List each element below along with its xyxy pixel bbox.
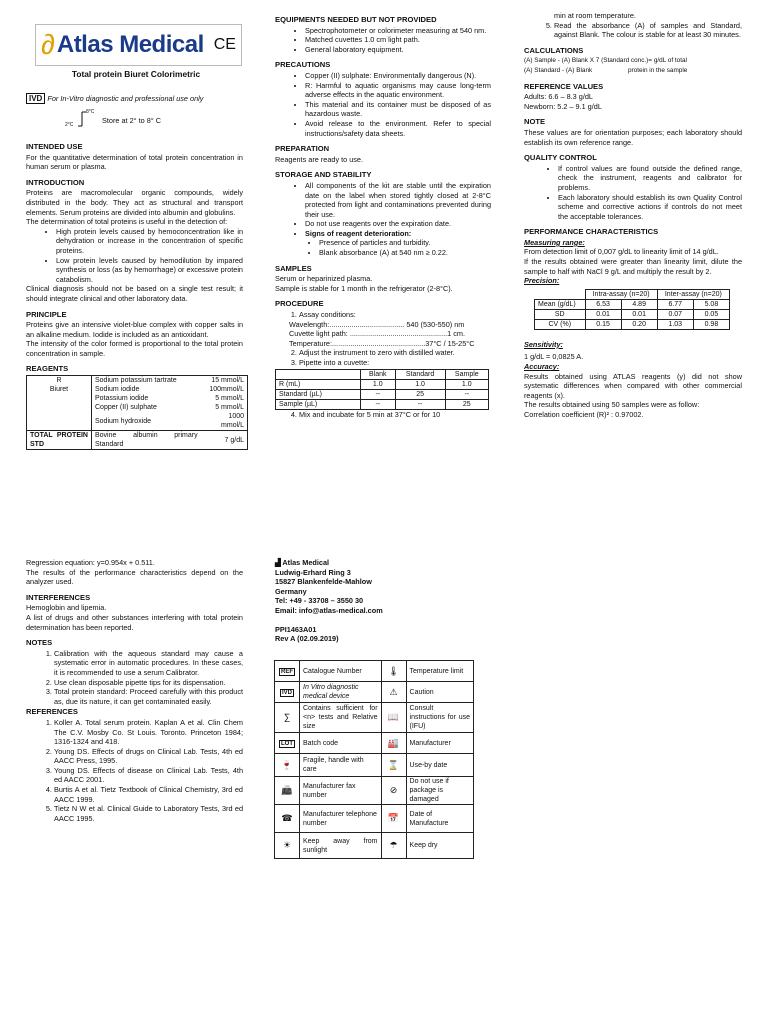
table-cell: -- (445, 389, 488, 399)
symbol-label: Caution (406, 682, 473, 703)
reagent-name: Copper (II) sulphate (95, 404, 157, 412)
symbol-label: Keep dry (406, 833, 473, 859)
table-header-cell: Blank (361, 369, 396, 379)
email: Email: info@atlas-medical.com (275, 605, 383, 615)
pipette-table (275, 369, 489, 410)
symbol-label: Keep away from sunlight (300, 833, 382, 859)
reference-adults: Adults: 6.6 – 8.3 g/dL (524, 92, 593, 102)
list-item: • Avoid release to the environment. Refer to special instructions/safety data sheets. (305, 119, 491, 138)
accuracy-heading: Accuracy: (524, 362, 560, 372)
accuracy-text: Results obtained using ATLAS reagents (y) did not show systematic differences when compared with other commercial reagents (x). (524, 371, 742, 400)
procedure-step: 3. Pipette into a cuvette: (299, 358, 491, 368)
table-cell: 1.0 (361, 379, 396, 389)
list-item: 4. Burtis A et al. Tietz Textbook of Clinical Chemistry, 3rd ed AACC 1999. (54, 785, 243, 804)
procedure-step (289, 310, 491, 348)
reagent-conc: 5 mmol/L (201, 394, 248, 403)
document-code: PPI1463A01 (275, 624, 317, 634)
atlas-medical-logo (35, 24, 242, 66)
reagent-conc: 15 mmol/L (201, 376, 248, 386)
table-cell: -- (395, 399, 445, 409)
table-row (27, 431, 248, 450)
ivd-badge: IVD (26, 93, 45, 104)
table-header-cell (276, 369, 361, 379)
reagent-name: Sodium iodide (95, 386, 140, 394)
list-item: • Presence of particles and turbidity. (319, 238, 491, 248)
calculations-heading: CALCULATIONS (524, 45, 584, 55)
procedure-list (275, 310, 491, 368)
list-item: • High protein levels caused by hemoconcentration like in dehydration or increase in the concentration of specific proteins. (56, 227, 243, 256)
manufacturer-icon: 🏭 (381, 733, 406, 754)
temp-low: 2°C (65, 122, 74, 128)
table-cell: 1.03 (657, 319, 693, 329)
storage-temp-block (62, 108, 262, 130)
company-name: ▟ Atlas Medical (275, 558, 330, 567)
column-4 (26, 558, 243, 823)
list-item: 2. Use clean disposable pipette tips for its dispensation. (54, 678, 243, 688)
condition-cuvette: Cuvette light path: ................................................1 cm. (289, 329, 465, 339)
table-cell: 5.08 (693, 299, 729, 309)
list-item: • This material and its container must be disposed of as hazardous waste. (305, 100, 491, 119)
table-header-row (276, 369, 489, 379)
samples-heading: SAMPLES (275, 263, 312, 273)
consult-ifu-icon: 📖 (381, 703, 406, 733)
logo-brand-text: Atlas Medical (56, 31, 204, 59)
table-cell: -- (361, 389, 396, 399)
logo-mark-icon: ∂ (41, 29, 55, 61)
table-row (275, 777, 474, 805)
reagent-name: Potassium iodide (95, 395, 149, 403)
table-cell: 6.53 (585, 299, 621, 309)
deterioration-list (305, 238, 491, 257)
column-1 (26, 136, 243, 450)
sufficient-tests-icon: ∑ (275, 703, 300, 733)
precision-heading: Precision: (524, 276, 560, 286)
column-3 (524, 11, 742, 420)
caution-icon: ⚠ (381, 682, 406, 703)
equipment-list (275, 26, 491, 55)
telephone-icon: ☎ (275, 805, 300, 833)
table-row (275, 733, 474, 754)
ce-mark: CE (213, 36, 236, 54)
reference-values-heading: REFERENCE VALUES (524, 81, 604, 91)
procedure-step: 4. Mix and incubate for 5 min at 37°C or for 10 (299, 410, 491, 420)
references-heading: REFERENCES (26, 707, 78, 717)
condition-temperature: Temperature:..............................................37°C / 15-25°C (289, 338, 475, 348)
calculation-denominator: (A) Standard - (A) Blank (524, 66, 593, 74)
table-row (276, 399, 489, 409)
list-item: 3. Total protein standard: Proceed carefully with this product as, due its nature, it can get contaminated easily. (54, 687, 243, 706)
standard-label: TOTAL PROTEIN STD (27, 431, 92, 450)
intended-use-text: For the quantitative determination of total protein concentration in human serum or plasma. (26, 152, 243, 172)
introduction-text: Proteins are macromolecular organic compounds, widely distributed in the body. They act as structural and transport elements. Serum proteins are divided into albumin and globulins. (26, 188, 243, 217)
use-by-date-icon: ⌛ (381, 754, 406, 777)
procedure-list-cont (524, 21, 742, 40)
calculation-line: (A) Sample - (A) Blank X 7 (Standard conc.)= g/dL of total (524, 57, 687, 65)
ref-icon: REF (275, 661, 300, 682)
table-cell: 0.20 (621, 319, 657, 329)
procedure-step-text: Assay conditions: (299, 310, 356, 320)
table-cell: 4.89 (621, 299, 657, 309)
table-cell: R (mL) (276, 379, 361, 389)
symbol-label: Manufacturer fax number (300, 777, 382, 805)
table-row (535, 299, 730, 309)
table-row (275, 661, 474, 682)
table-cell: 1.0 (445, 379, 488, 389)
interferences-text: Hemoglobin and lipemia. (26, 603, 107, 613)
fax-icon: 📠 (275, 777, 300, 805)
symbol-label: Use-by date (406, 754, 473, 777)
table-row (535, 309, 730, 319)
symbol-label: Contains sufficient for <n> tests and Relative size (300, 703, 382, 733)
temperature-icon: 🌡 (381, 661, 406, 682)
introduction-text: Clinical diagnosis should not be based on a single test result; it should integrate clinical and other laboratory data. (26, 284, 243, 303)
table-row (275, 833, 474, 859)
notes-list (26, 649, 243, 707)
reagent-conc: 1000 mmol/L (201, 412, 248, 431)
table-cell: Mean (g/dL) (535, 299, 586, 309)
table-header-row (535, 289, 730, 299)
reagents-heading: REAGENTS (26, 364, 69, 374)
list-item: 1. Calibration with the aqueous standard may cause a systematic error in automatic procedures. In these cases, it is recommended to use a serum Calibrator. (54, 649, 243, 678)
intended-use-heading: INTENDED USE (26, 142, 83, 151)
calculation-units: protein in the sample (627, 66, 688, 74)
address-line: 15827 Blankenfelde-Mahlow (275, 577, 372, 587)
list-item: • If control values are found outside the defined range, check the instrument, reagents and calibrator for problems. (558, 164, 742, 193)
table-cell: 0.01 (585, 309, 621, 319)
performance-heading: PERFORMANCE CHARACTERISTICS (524, 227, 659, 237)
manufacturer-block (275, 558, 475, 644)
table-header-cell: Standard (395, 369, 445, 379)
table-row (275, 754, 474, 777)
sensitivity-text: 1 g/dL = 0,0825 A. (524, 352, 584, 362)
list-item: • Matched cuvettes 1.0 cm light path. (305, 35, 491, 45)
table-header-cell: Inter-assay (n=20) (657, 289, 729, 299)
interferences-text: A list of drugs and other substances interfering with total protein determination has been reported. (26, 612, 243, 632)
sensitivity-heading: Sensitivity: (524, 339, 563, 349)
standard-name: Bovine albumin primary Standard (92, 431, 201, 450)
reagent-conc: 100mmol/L (201, 385, 248, 394)
list-item: • General laboratory equipment. (305, 45, 491, 55)
symbol-label: Temperature limit (406, 661, 473, 682)
procedure-step: 5. Read the absorbance (A) of samples and Standard, against Blank. The colour is stable for at least 30 minutes. (554, 21, 742, 40)
reference-newborn: Newborn: 5.2 – 9.1 g/dL (524, 101, 602, 111)
accuracy-text: Correlation coefficient (R)² : 0.97002. (524, 410, 644, 419)
lot-icon: LOT (275, 733, 300, 754)
assay-conditions (289, 320, 491, 349)
list-item: • R: Harmful to aquatic organisms may cause long-term adverse effects in the aquatic environment. (305, 81, 491, 100)
list-item: • Low protein levels caused by hemodilution by impared synthesis or loss (as by hemorrhage) or excessive protein catabolism. (56, 256, 243, 285)
list-item: • Each laboratory should establish its own Quality Control scheme and corrective actions if controls do not meet the acceptable tolerances. (558, 193, 742, 222)
sunlight-icon: ☀ (275, 833, 300, 859)
ivd-text: For In-Vitro diagnostic and professional use only (47, 94, 204, 103)
table-header-cell: Intra-assay (n=20) (585, 289, 657, 299)
table-row (275, 805, 474, 833)
list-item: • Spectrophotometer or colorimeter measuring at 540 nm. (305, 26, 491, 36)
column-2 (275, 15, 491, 419)
condition-wavelength: Wavelength:..................................... 540 (530-550) nm (289, 319, 465, 329)
symbol-label: Date of Manufacture (406, 805, 473, 833)
quality-control-heading: QUALITY CONTROL (524, 153, 597, 163)
equipment-heading: EQUIPMENTS NEEDED BUT NOT PROVIDED (275, 15, 437, 24)
table-cell: 1.0 (395, 379, 445, 389)
note-text: These values are for orientation purposes; each laboratory should establish its own reference range. (524, 127, 742, 147)
reagent-name: Sodium potassium tartrate (92, 376, 201, 386)
procedure-list-cont (275, 410, 491, 420)
storage-list (275, 181, 491, 258)
factory-icon: ▟ (275, 558, 281, 567)
ivd-icon: IVD (275, 682, 300, 703)
precautions-heading: PRECAUTIONS (275, 60, 331, 70)
table-cell: 25 (395, 389, 445, 399)
standard-conc: 7 g/dL (201, 431, 248, 450)
notes-heading: NOTES (26, 638, 53, 648)
precautions-list (275, 71, 491, 138)
date-of-manufacture-icon: 📅 (381, 805, 406, 833)
list-item: 1. Koller A. Total serum protein. Kaplan A et al. Clin Chem The C.V. Mosby Co. St Louis. Toronto. Princeton 1984; 1316-1324 and 418. (54, 718, 243, 747)
reagent-name: Sodium hydroxide (92, 412, 201, 431)
symbol-label: Catalogue Number (300, 661, 382, 682)
table-row (535, 319, 730, 329)
table-row (275, 682, 474, 703)
table-cell: CV (%) (535, 319, 586, 329)
symbol-label: Fragile, handle with care (300, 754, 382, 777)
address-country: Germany (275, 586, 307, 596)
table-cell: SD (535, 309, 586, 319)
measuring-range-heading: Measuring range: (524, 237, 585, 247)
list-item (305, 229, 491, 258)
references-list (26, 718, 243, 824)
quality-control-list (524, 164, 742, 222)
reagent-conc: 5 mmol/L (201, 403, 248, 412)
table-cell: 25 (445, 399, 488, 409)
table-cell: 6.77 (657, 299, 693, 309)
performance-note: The results of the performance characteristics depend on the analyzer used. (26, 567, 243, 587)
symbols-table (274, 660, 474, 859)
symbol-label: Batch code (300, 733, 382, 754)
list-item: • All components of the kit are stable until the expiration date on the label when stored tightly closed at 2-8°C protected from light and contaminations prevented during their use. (305, 181, 491, 219)
fragile-icon: 🍷 (275, 754, 300, 777)
list-item: • Blank absorbance (A) at 540 nm ≥ 0.22. (319, 248, 491, 258)
table-cell: 0.98 (693, 319, 729, 329)
symbol-label: Do not use if package is damaged (406, 777, 473, 805)
table-row (275, 703, 474, 733)
deterioration-heading: Signs of reagent deterioration: (305, 228, 412, 238)
table-cell: Sample (µL) (276, 399, 361, 409)
symbol-label: Manufacturer telephone number (300, 805, 382, 833)
table-row (276, 389, 489, 399)
revision: Rev A (02.09.2019) (275, 634, 339, 644)
table-row (27, 376, 248, 386)
precision-table (534, 289, 730, 330)
list-item: • Do not use reagents over the expiration date. (305, 219, 491, 229)
procedure-heading: PROCEDURE (275, 299, 324, 309)
table-cell: 0.05 (693, 309, 729, 319)
procedure-step-cont: min at room temperature. (554, 11, 636, 20)
table-header-cell: Sample (445, 369, 488, 379)
preparation-text: Reagents are ready to use. (275, 154, 364, 164)
list-item: 2. Young DS. Effects of drugs on Clinical Lab. Tests, 4th ed AACC Press, 1995. (54, 747, 243, 766)
principle-text: Proteins give an intensive violet-blue complex with copper salts in an alkaline medium. Iodide is included as an antioxidant. (26, 320, 243, 339)
temp-high: 8°C (86, 109, 95, 115)
keep-dry-icon: ☂ (381, 833, 406, 859)
reagents-table (26, 375, 248, 450)
table-cell: -- (361, 399, 396, 409)
calculation-line (524, 66, 742, 76)
document-title: Total protein Biuret Colorimetric (71, 69, 201, 79)
symbol-label: Consult instructions for use (IFU) (406, 703, 473, 733)
accuracy-text: The results obtained using 50 samples were as follow: (524, 400, 700, 410)
samples-text: Sample is stable for 1 month in the refrigerator (2-8°C). (275, 283, 453, 293)
list-item: 5. Tietz N W et al. Clinical Guide to Laboratory Tests, 3rd ed AACC 1995. (54, 804, 243, 823)
symbol-label: In Vitro diagnostic medical device (300, 682, 382, 703)
reagent-r-label: R (56, 377, 62, 385)
list-item: • Copper (II) sulphate: Environmentally dangerous (N). (305, 71, 491, 81)
table-cell: Standard (µL) (276, 389, 361, 399)
measuring-range-text: If the results obtained were greater than linearity limit, dilute the sample to half with NaCl 9 g/L and multiply the result by 2. (524, 257, 742, 276)
table-cell: 0.01 (621, 309, 657, 319)
address-line: Ludwig-Erhard Ring 3 (275, 567, 351, 577)
list-item: 3. Young DS. Effects of disease on Clinical Lab. Tests, 4th ed AACC 2001. (54, 766, 243, 785)
note-heading: NOTE (524, 117, 546, 127)
storage-note: Store at 2° to 8° C (102, 116, 161, 125)
table-cell: 0.07 (657, 309, 693, 319)
samples-text: Serum or heparinized plasma. (275, 274, 373, 284)
preparation-heading: PREPARATION (275, 144, 330, 154)
measuring-range-text: From detection limit of 0,007 g/dL to linearity limit of 14 g/dL. (524, 247, 719, 257)
ivd-line (26, 93, 256, 104)
interferences-heading: INTERFERENCES (26, 592, 91, 602)
storage-heading: STORAGE AND STABILITY (275, 170, 372, 180)
procedure-step: 2. Adjust the instrument to zero with distilled water. (299, 348, 491, 358)
table-row (276, 379, 489, 389)
introduction-heading: INTRODUCTION (26, 177, 85, 187)
symbol-label: Manufacturer (406, 733, 473, 754)
principle-heading: PRINCIPLE (26, 309, 67, 319)
damaged-package-icon: ⊘ (381, 777, 406, 805)
table-cell: 0.15 (585, 319, 621, 329)
introduction-text: The determination of total proteins is useful in the detection of: (26, 217, 228, 227)
reagent-r-cell (27, 376, 92, 431)
telephone: Tel: +49 - 33708 – 3550 30 (275, 596, 364, 606)
regression-text: Regression equation: y=0.954x + 0.511. (26, 558, 155, 567)
principle-text: The intensity of the color formed is proportional to the total protein concentration in sample. (26, 339, 243, 358)
introduction-list (26, 227, 243, 285)
reagent-r-name: Biuret (49, 386, 69, 394)
